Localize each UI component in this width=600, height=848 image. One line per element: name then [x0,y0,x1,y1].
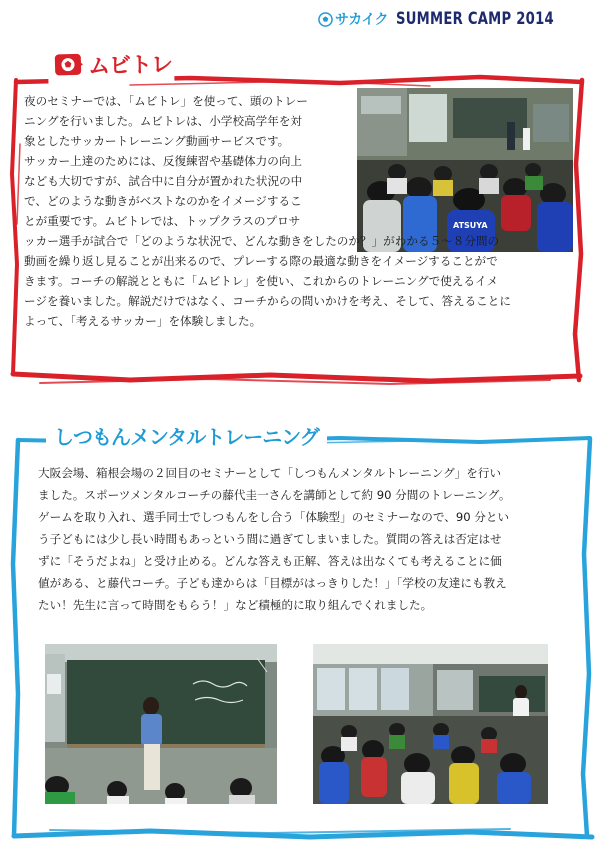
body-line: ゲームを取り入れ、選手同士でしつもんをし合う「体験型」のセミナーなので、90 分とい [38,510,510,524]
mubitore-logo [48,43,175,84]
mubitore-logo-icon [54,52,85,79]
coach-chalkboard-photo [45,644,277,804]
body-line: で、どのような動きがベストなのかをイメージするこ [24,194,302,208]
photo-shirt-text: ATSUYA [453,221,488,230]
kids-seminar-photo [313,644,548,804]
seminar-photo-classroom [357,88,573,252]
body-line: ージを養いました。解説だけではなく、コーチからの問いかけを考え、そして、答えることに [24,294,511,308]
body-line: きます。コーチの解説とともに「ムビトレ」を使い、これからのトレーニングで使えるイメ [24,274,499,288]
body-line: サッカー上達のためには、反復練習や基礎体力の向上 [24,154,303,168]
body-line: ずに「そうだよね」と受け止める。どんな答えも正解、答えは出なくても考えることに価 [38,554,502,568]
brand-name: サカイク [335,12,389,28]
soccer-ball-icon [318,12,333,27]
mental-training-title: しつもんメンタルトレーニング [46,422,327,452]
page-header [318,6,594,32]
body-line: 値がある、と藤代コーチ。子ども達からは「目標がはっきりした！」「学校の友達にも教え [38,576,507,590]
body-line: 大阪会場、箱根会場の２回目のセミナーとして「しつもんメンタルトレーニング」を行い [38,466,502,480]
body-line: ッカー選手が試合で「どのような状況で、どんな動きをしたのか？」がわかる５～８分間の [24,234,500,248]
body-line: よって、「考えるサッカー」を体験しました。 [24,314,262,328]
body-line: 夜のセミナーでは、「ムビトレ」を使って、頭のトレー [24,94,308,108]
body-line: 象としたサッカートレーニング動画サービスです。 [24,134,290,148]
page-title: SUMMER CAMP 2014 [396,9,554,29]
body-line: なども大切ですが、試合中に自分が置かれた状況の中 [24,174,303,188]
body-line: 動画を繰り返し見ることが出来るので、プレーする際の最適な動きをイメージすることがで [24,254,498,268]
body-line: たい！先生に言って時間をもらう！」など積極的に取り組んでくれました。 [38,598,433,612]
body-line: とが重要です。ムビトレでは、トップクラスのプロサ [24,214,301,228]
body-line: ました。スポーツメンタルコーチの藤代圭一さんを講師として約 90 分間のトレーニング。 [38,488,511,502]
body-line: ニングを行いました。ムビトレは、小学校高学年を対 [24,114,303,128]
body-line: う子どもには少し長い時間もあっという間に過ぎてしまいました。質問の答えは否定はせ [38,532,502,546]
mubitore-logo-text: ムビトレ [87,51,173,80]
